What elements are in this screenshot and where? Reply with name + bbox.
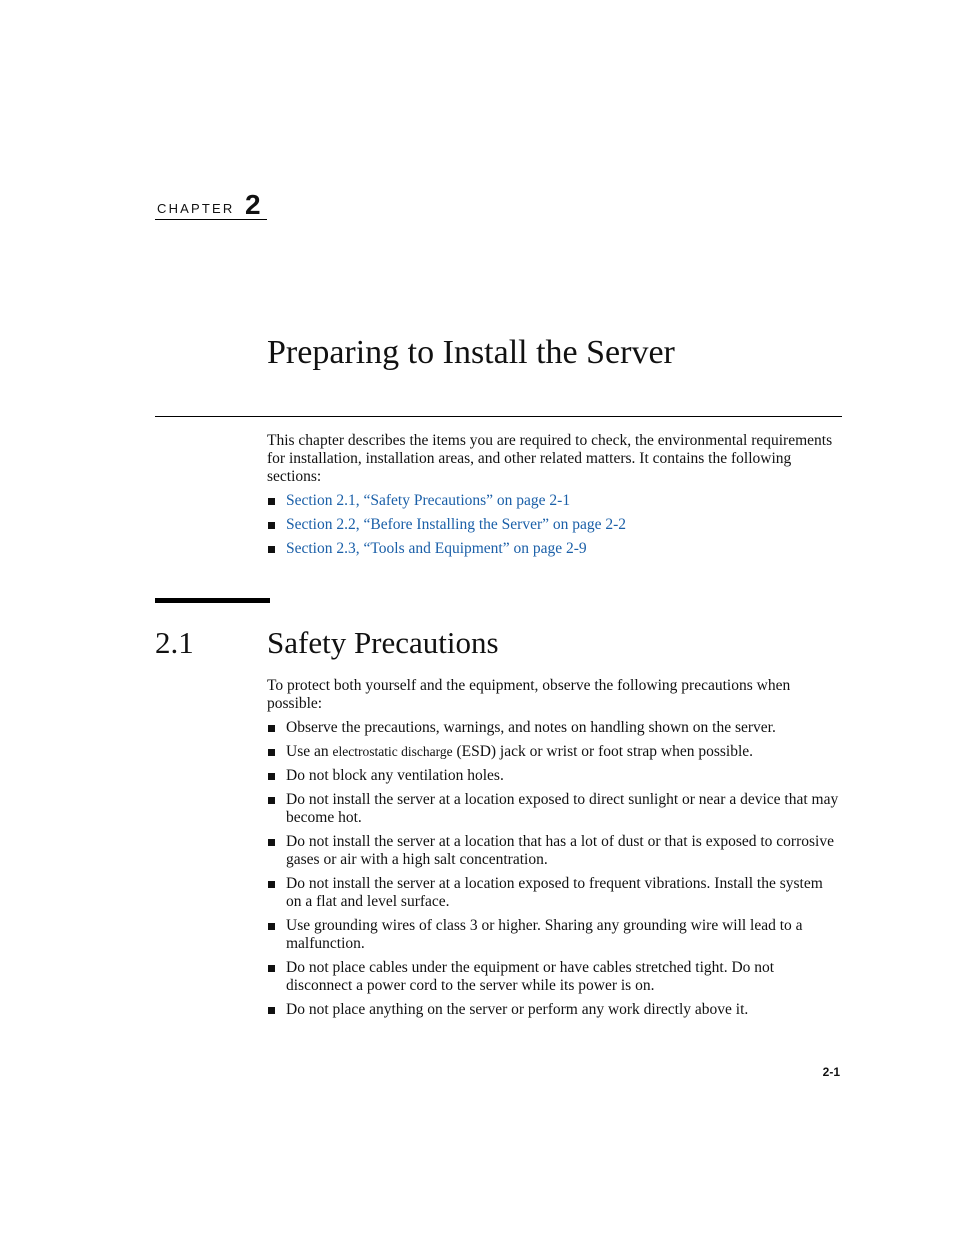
bullet-icon xyxy=(268,839,275,846)
list-item xyxy=(267,1001,842,1019)
bullet-icon xyxy=(268,546,275,553)
precaution-text: Use grounding wires of class 3 or higher. Sharing any grounding wire will lead to a malfunction. xyxy=(286,917,803,952)
section-number: 2.1 xyxy=(155,625,194,660)
bullet-icon xyxy=(268,773,275,780)
precaution-text: Do not install the server at a location exposed to direct sunlight or near a device that may become hot. xyxy=(286,791,839,826)
section-link-list xyxy=(267,492,842,564)
bullet-icon xyxy=(268,881,275,888)
page-number: 2-1 xyxy=(822,1065,840,1079)
precaution-text: Do not place anything on the server or perform any work directly above it. xyxy=(286,1001,749,1018)
intro-paragraph: This chapter describes the items you are required to check, the environmental requirements for installation, installation areas, and other related matters. It contains the following sections: xyxy=(267,432,833,485)
list-item xyxy=(267,959,842,995)
list-item xyxy=(267,540,842,558)
list-item xyxy=(267,767,842,785)
bullet-icon xyxy=(268,923,275,930)
precaution-text: Observe the precautions, warnings, and notes on handling shown on the server. xyxy=(286,719,776,736)
precaution-text: Do not block any ventilation holes. xyxy=(286,767,504,784)
precaution-text: Do not install the server at a location that has a lot of dust or that is exposed to corrosive gases or air with a high salt concentration. xyxy=(286,833,834,868)
precautions-list xyxy=(267,719,842,1025)
section-intro-paragraph: To protect both yourself and the equipment, observe the following precautions when possible: xyxy=(267,677,791,712)
chapter-word: CHAPTER xyxy=(157,201,235,216)
precaution-text: Do not place cables under the equipment or have cables stretched tight. Do not disconnect a power cord to the server while its power is on. xyxy=(286,959,775,994)
precaution-text-after: (ESD) jack or wrist or foot strap when possible. xyxy=(452,743,754,760)
chapter-label xyxy=(155,190,267,220)
precaution-text: Do not install the server at a location exposed to frequent vibrations. Install the system on a flat and level surface. xyxy=(286,875,823,910)
bullet-icon xyxy=(268,749,275,756)
title-rule xyxy=(155,416,842,417)
list-item xyxy=(267,719,842,737)
esd-term: electrostatic discharge xyxy=(332,744,453,759)
list-item xyxy=(267,516,842,534)
list-item xyxy=(267,917,842,953)
section-title: Safety Precautions xyxy=(267,625,499,660)
list-item xyxy=(267,791,842,827)
bullet-icon xyxy=(268,965,275,972)
precaution-text-before: Use an xyxy=(286,743,333,760)
section-bar xyxy=(155,598,270,603)
bullet-icon xyxy=(268,522,275,529)
list-item xyxy=(267,492,842,510)
section-link-2-1[interactable]: Section 2.1, “Safety Precautions” on page 2-1 xyxy=(286,492,571,509)
chapter-number: 2 xyxy=(245,189,261,220)
bullet-icon xyxy=(268,725,275,732)
bullet-icon xyxy=(268,498,275,505)
section-link-2-2[interactable]: Section 2.2, “Before Installing the Server” on page 2-2 xyxy=(286,516,627,533)
bullet-icon xyxy=(268,797,275,804)
list-item xyxy=(267,743,842,761)
chapter-title: Preparing to Install the Server xyxy=(267,334,675,371)
bullet-icon xyxy=(268,1007,275,1014)
list-item xyxy=(267,833,842,869)
list-item xyxy=(267,875,842,911)
section-link-2-3[interactable]: Section 2.3, “Tools and Equipment” on page 2-9 xyxy=(286,540,587,557)
